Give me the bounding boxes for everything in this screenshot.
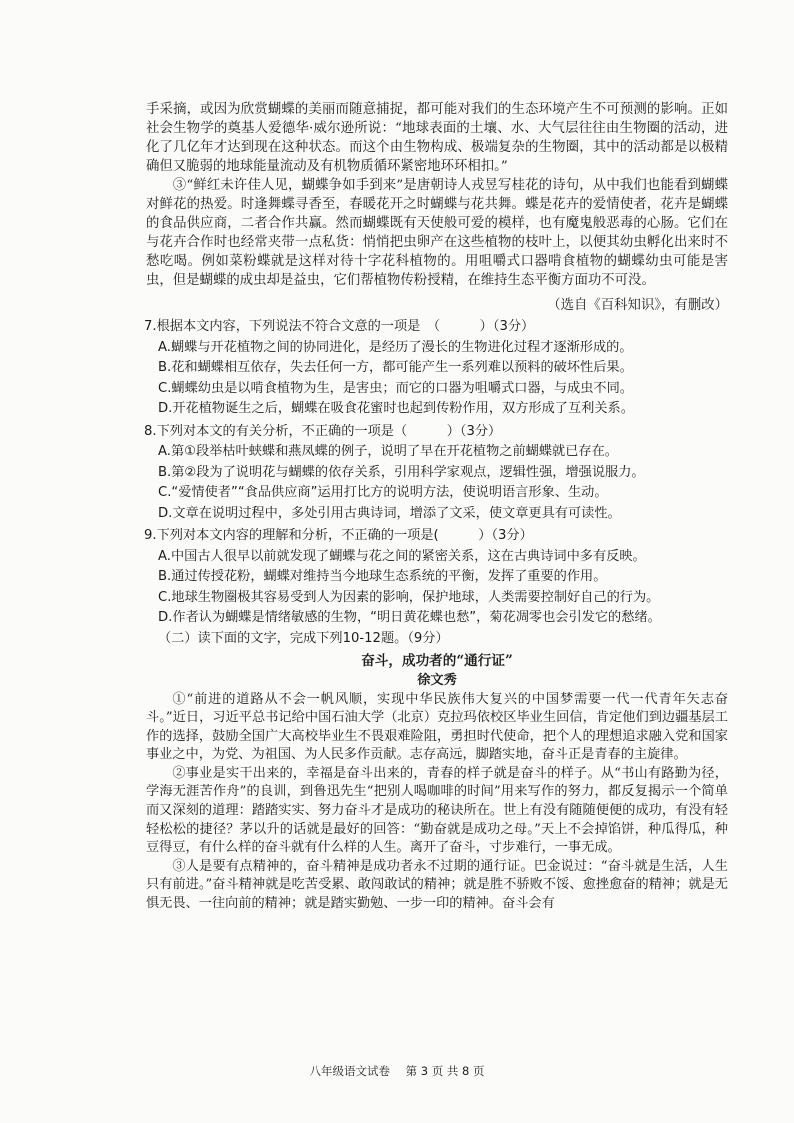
footer-page-number: 第 3 页 共 8 页	[405, 1064, 485, 1078]
question-9-option-d: D.作者认为蝴蝶是情绪敏感的生物，“明日黄花蝶也愁”，菊花凋零也会引发它的愁绪。	[158, 610, 661, 625]
question-7-option-c: C.蝴蝶幼虫是以啃食植物为生，是害虫；而它的口器为咀嚼式口器，与成虫不同。	[158, 380, 633, 396]
question-7-option-d: D.开花植物诞生之后，蝴蝶在吸食花蜜时也起到传粉作用，双方形成了互利关系。	[158, 401, 634, 416]
question-8-stem: 8.下列对本文的有关分析，不正确的一项是（ ）（3分）	[144, 423, 502, 439]
question-7-stem: 7.根据本文内容，下列说法不符合文意的一项是 （ ）（3分）	[144, 319, 535, 334]
footer-exam-name: 八年级语文试卷	[309, 1064, 390, 1078]
essay-paragraph-1: ①“前进的道路从不会一帆风顺，实现中华民族伟大复兴的中国梦需要一代一代青年矢志奋斗。”近日，习近平总书记给中国石油大学（北京）克拉玛依校区毕业生回信，肯定他们到边疆基层工作的选择，鼓励全国广大高校毕业生不畏艰难险阻，勇担时代使命，把个人的理想追求融入党和国家事业之中，为党、为祖国、为人民多作贡献。志存高远，脚踏实地，奋斗正是青春的主旋律。	[146, 691, 728, 763]
question-7-option-b: B.花和蝴蝶相互依存，失去任何一方，都可能产生一系列难以预料的破坏性后果。	[158, 360, 633, 375]
question-9-stem: 9.下列对本文内容的理解和分析，不正确的一项是( ）（3分）	[144, 528, 533, 543]
question-8-option-b: B.第②段为了说明花与蝴蝶的依存关系，引用科学家观点，逻辑性强，增强说服力。	[158, 464, 645, 480]
essay-title: 奋斗，成功者的“通行证”	[361, 652, 513, 669]
question-9	[146, 526, 728, 629]
question-9-option-b: B.通过传授花粉，蝴蝶对维持当今地球生态系统的平衡，发挥了重要的作用。	[158, 569, 607, 584]
essay-paragraph-3: ③人是要有点精神的，奋斗精神是成功者永不过期的通行证。巴金说过：“奋斗就是生活，人生只有前进。”奋斗精神就是吃苦受累、敢闯敢试的精神；就是胜不骄败不馁、愈挫愈奋的精神；就是无惧无畏、一往向前的精神；就是踏实勤勉、一步一印的精神。奋斗会有	[146, 858, 728, 912]
page-footer	[0, 1063, 794, 1079]
question-8-option-c: C.“爱情使者”“食品供应商”运用打比方的说明方法，使说明语言形象、生动。	[158, 485, 608, 500]
essay-author: 徐文秀	[417, 672, 457, 688]
essay-paragraph-2: ②事业是实干出来的，幸福是奋斗出来的，青春的样子就是奋斗的样子。从“书山有路勤为径，学海无涯苦作舟”的良训，到鲁迅先生“把别人喝咖啡的时间”用来写作的努力，都反复揭示一个简单而又深刻的道理：踏踏实实、努力奋斗才是成功的秘诀所在。世上有没有随随便便的成功，有没有轻轻松松的捷径？茅以升的话就是最好的回答：“勤奋就是成功之母。”天上不会掉馅饼，种瓜得瓜，种豆得豆，有什么样的奋斗就有什么样的人生。离开了奋斗，寸步难行，一事无成。	[146, 765, 728, 856]
passage-paragraph-continued: 手采摘，或因为欣赏蝴蝶的美丽而随意捕捉，都可能对我们的生态环境产生不可预测的影响。正如社会生物学的奠基人爱德华·威尔逊所说：“地球表面的土壤、水、大气层往往由生物圈的活动，进化了几亿年才达到现在这种状态。而这个由生物构成、极端复杂的生物圈，其中的活动都是以极精确但又脆弱的地球能量流动及有机物质循环紧密地环环相扣。”	[146, 102, 728, 174]
question-8-option-d: D.文章在说明过程中，多处引用古典诗词，增添了文采，使文章更具有可读性。	[158, 505, 621, 521]
passage-paragraph-3: ③“鲜红未许佳人见，蝴蝶争如手到来”是唐朝诗人戎昱写桂花的诗句，从中我们也能看到蝴蝶对鲜花的热爱。时逢舞蝶寻香至，春暖花开之时蝴蝶与花共舞。蝶是花卉的爱情使者，花卉是蝴蝶的食品供应商，二者合作共赢。然而蝴蝶既有天使般可爱的模样，也有魔鬼般恶毒的心肠。它们在与花卉合作时也经常夹带一点私货：悄悄把虫卵产在这些植物的枝叶上，以便其幼虫孵化出来时不愁吃喝。例如菜粉蝶就是这样对待十字花科植物的。用咀嚼式口器啃食植物的蝴蝶幼虫可能是害虫，但是蝴蝶的成虫却是益虫，它们帮植物传粉授精，在维持生态平衡方面功不可没。	[146, 178, 728, 288]
section-2-heading: （二）读下面的文字，完成下列10-12题。（9分）	[158, 630, 449, 646]
question-9-option-a: A.中国古人很早以前就发现了蝴蝶与花之间的紧密关系，这在古典诗词中多有反映。	[158, 548, 646, 564]
question-7-option-a: A.蝴蝶与开花植物之间的协同进化，是经历了漫长的生物进化过程才逐渐形成的。	[158, 339, 633, 355]
question-8	[146, 422, 728, 525]
question-7	[146, 317, 728, 420]
question-8-option-a: A.第①段举枯叶蛱蝶和燕凤蝶的例子，说明了早在开花植物之前蝴蝶就已存在。	[158, 444, 618, 459]
question-9-option-c: C.地球生物圈极其容易受到人为因素的影响，保护地球，人类需要控制好自己的行为。	[158, 589, 660, 605]
passage-source: （选自《百科知识》，有删改）	[547, 298, 728, 313]
